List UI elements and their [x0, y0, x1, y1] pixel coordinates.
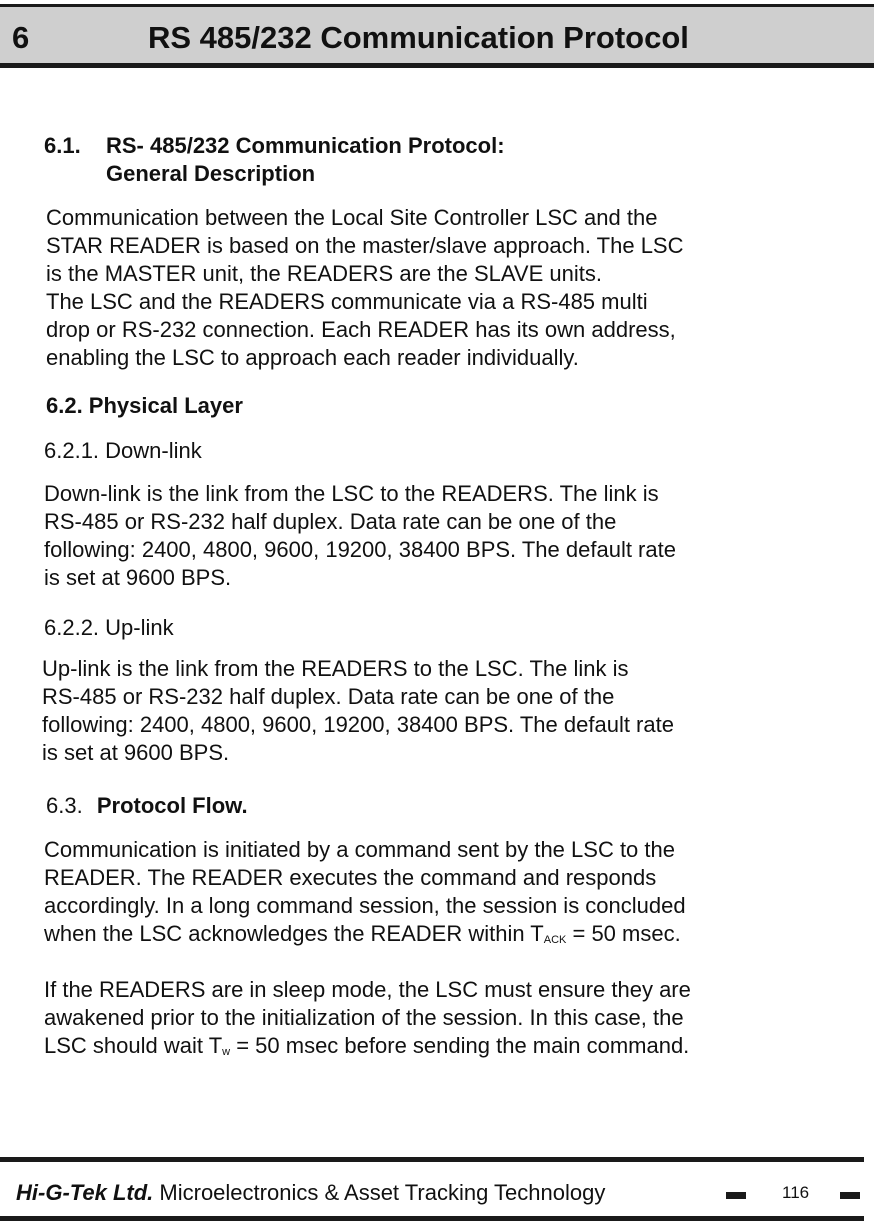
text-line: following: 2400, 4800, 9600, 19200, 38400 BPS. The default rate: [42, 712, 674, 737]
text-line: The LSC and the READERS communicate via a RS-485 multi: [46, 289, 648, 314]
text-line: drop or RS-232 connection. Each READER has its own address,: [46, 317, 676, 342]
text-line: READER. The READER executes the command and responds: [44, 865, 657, 890]
text-line: If the READERS are in sleep mode, the LSC must ensure they are: [44, 977, 691, 1002]
section-6-3-number: 6.3.: [46, 793, 83, 818]
text-line: RS-485 or RS-232 half duplex. Data rate can be one of the: [42, 684, 615, 709]
text-line: [44, 920, 686, 954]
section-6-3-paragraph-2: [44, 976, 691, 1066]
text-line: Up-link is the link from the READERS to the LSC. The link is: [42, 656, 629, 681]
footer-rule-top: [0, 1157, 864, 1162]
text-line: enabling the LSC to approach each reader individually.: [46, 345, 579, 370]
text-line: is the MASTER unit, the READERS are the SLAVE units.: [46, 261, 602, 286]
section-6-2-2-paragraph: [42, 655, 674, 767]
section-6-1-number: 6.1.: [44, 133, 81, 158]
section-6-1-title-line1: RS- 485/232 Communication Protocol:: [106, 133, 505, 158]
chapter-title: RS 485/232 Communication Protocol: [148, 20, 689, 55]
section-6-3-title-suffix: .: [241, 793, 248, 818]
chapter-header: [0, 4, 874, 68]
page-number: 116: [782, 1183, 810, 1202]
text-line: is set at 9600 BPS.: [42, 740, 230, 765]
footer-company: Hi-G-Tek Ltd.: [16, 1180, 154, 1205]
footer-tagline: Microelectronics & Asset Tracking Technology: [153, 1180, 606, 1205]
subscript-ack: ACK: [543, 934, 567, 946]
section-6-3-heading: [46, 792, 248, 820]
text-line: Communication between the Local Site Controller LSC and the: [46, 205, 658, 230]
text-fragment: LSC should wait T: [44, 1033, 223, 1058]
text-fragment: when the LSC acknowledges the READER within T: [44, 921, 544, 946]
text-line: is set at 9600 BPS.: [44, 565, 232, 590]
subscript-w: w: [222, 1046, 231, 1058]
text-fragment: = 50 msec.: [566, 921, 681, 946]
footer-dash-right: [840, 1192, 860, 1199]
section-6-2-heading: 6.2. Physical Layer: [46, 393, 243, 418]
section-6-2-2-heading: 6.2.2. Up-link: [44, 615, 174, 640]
text-line: Down-link is the link from the LSC to the READERS. The link is: [44, 481, 659, 506]
section-6-1-paragraph: [46, 204, 683, 372]
text-fragment: = 50 msec before sending the main command.: [230, 1033, 690, 1058]
text-line: [44, 1032, 691, 1066]
section-6-3-title: Protocol Flow: [96, 793, 242, 818]
footer-dash-left: [726, 1192, 746, 1199]
text-line: following: 2400, 4800, 9600, 19200, 38400 BPS. The default rate: [44, 537, 676, 562]
section-6-1-heading: [44, 132, 505, 186]
text-line: accordingly. In a long command session, the session is concluded: [44, 893, 686, 918]
footer-rule-bottom: [0, 1216, 864, 1221]
section-6-2-1-heading: 6.2.1. Down-link: [44, 438, 202, 463]
footer-text: [16, 1180, 605, 1206]
section-6-2-1-paragraph: [44, 480, 676, 592]
text-line: RS-485 or RS-232 half duplex. Data rate can be one of the: [44, 509, 617, 534]
text-line: awakened prior to the initialization of the session. In this case, the: [44, 1005, 684, 1030]
section-6-1-title-line2: General Description: [106, 161, 316, 186]
section-6-3-paragraph-1: [44, 836, 686, 954]
chapter-number: 6: [12, 20, 30, 55]
text-line: STAR READER is based on the master/slave approach. The LSC: [46, 233, 684, 258]
text-line: Communication is initiated by a command sent by the LSC to the: [44, 837, 675, 862]
